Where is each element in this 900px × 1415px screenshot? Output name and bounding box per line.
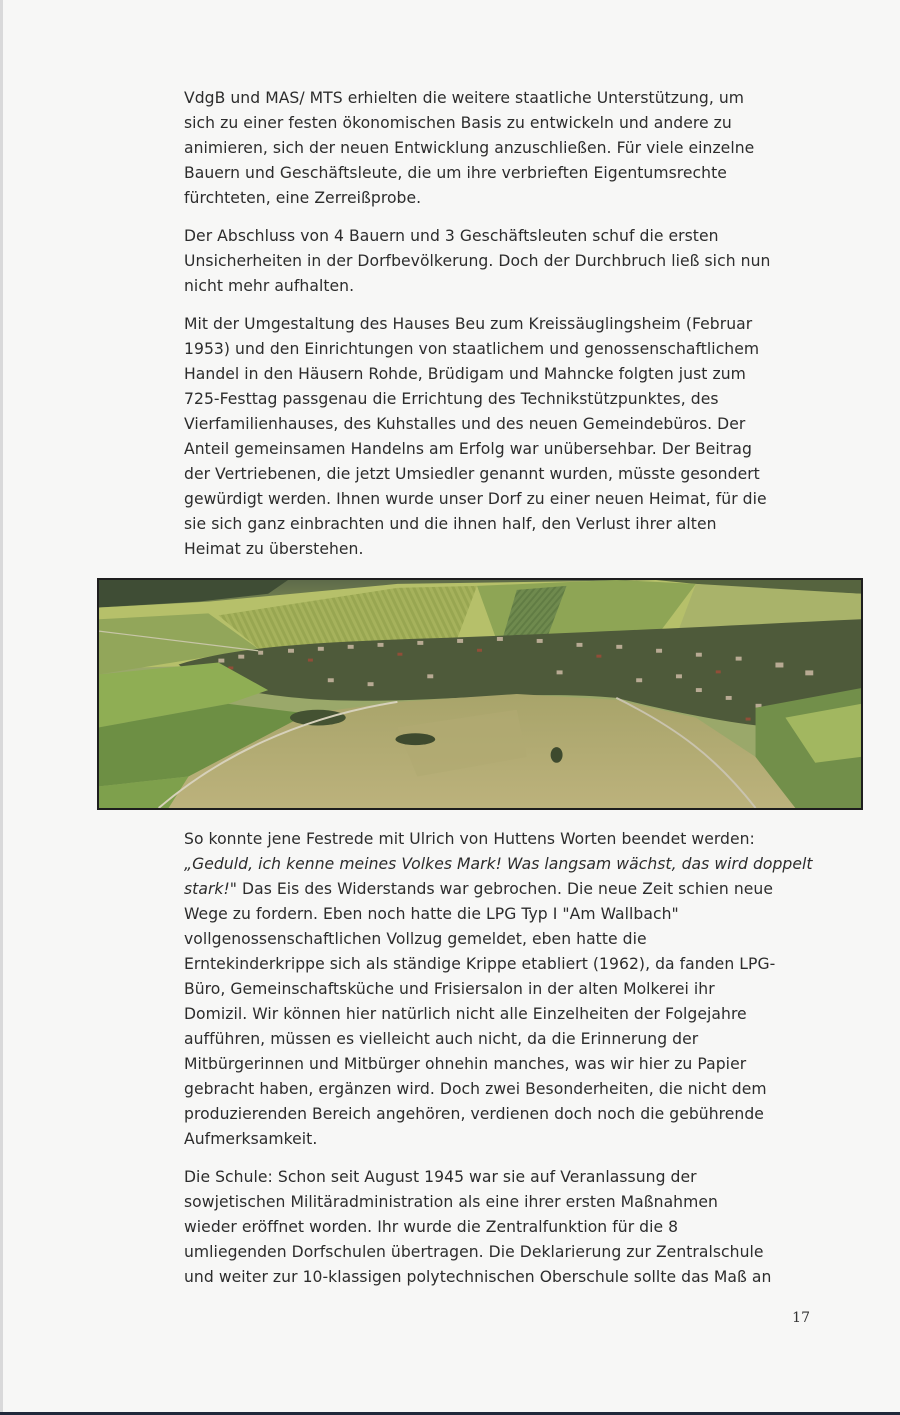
text-line: gewürdigt werden. Ihnen wurde unser Dorf zu einer neuen Heimat, für die xyxy=(184,490,767,508)
text-line: VdgB und MAS/ MTS erhielten die weitere staatliche Unterstützung, um xyxy=(184,89,745,107)
page-number: 17 xyxy=(792,1310,810,1326)
paragraph-4 xyxy=(184,827,816,1152)
text-line xyxy=(184,877,816,902)
text-line: Mitbürgerinnen und Mitbürger ohnehin manches, was wir hier zu Papier xyxy=(184,1055,747,1073)
text-line: Unsicherheiten in der Dorfbevölkerung. Doch der Durchbruch ließ sich nun xyxy=(184,252,771,270)
quote-end: stark! xyxy=(184,880,230,898)
text-line: sowjetischen Militäradministration als eine ihrer ersten Maßnahmen xyxy=(184,1193,718,1211)
text-line: So konnte jene Festrede mit Ulrich von Huttens Worten beendet werden: xyxy=(184,830,755,848)
text-line: wieder eröffnet worden. Ihr wurde die Zentralfunktion für die 8 xyxy=(184,1218,679,1236)
text-line: aufführen, müssen es vielleicht auch nicht, da die Erinnerung der xyxy=(184,1030,699,1048)
text-line: und weiter zur 10-klassigen polytechnischen Oberschule sollte das Maß an xyxy=(184,1268,772,1286)
text-line: umliegenden Dorfschulen übertragen. Die Deklarierung zur Zentralschule xyxy=(184,1243,764,1261)
text-line: der Vertriebenen, die jetzt Umsiedler genannt wurden, müsste gesondert xyxy=(184,465,760,483)
page-left-edge xyxy=(0,0,3,1415)
paragraph-3 xyxy=(184,312,816,562)
paragraph-5 xyxy=(184,1165,816,1290)
text-line: nicht mehr aufhalten. xyxy=(184,277,355,295)
quote-line: „Geduld, ich kenne meines Volkes Mark! Was langsam wächst, das wird doppelt xyxy=(184,855,813,873)
paragraph-1 xyxy=(184,86,816,211)
text-line: 1953) und den Einrichtungen von staatlichem und genossenschaftlichem xyxy=(184,340,760,358)
text-line: vollgenossenschaftlichen Vollzug gemeldet, eben hatte die xyxy=(184,930,647,948)
text-line: Die Schule: Schon seit August 1945 war sie auf Veranlassung der xyxy=(184,1168,697,1186)
text-line: sich zu einer festen ökonomischen Basis zu entwickeln und andere zu xyxy=(184,114,732,132)
text-line: fürchteten, eine Zerreißprobe. xyxy=(184,189,422,207)
text-line: Anteil gemeinsamen Handelns am Erfolg war unübersehbar. Der Beitrag xyxy=(184,440,752,458)
text-line: Aufmerksamkeit. xyxy=(184,1130,318,1148)
text-line: Wege zu fordern. Eben noch hatte die LPG Typ I "Am Wallbach" xyxy=(184,905,679,923)
text-line: Erntekinderkrippe sich als ständige Krippe etabliert (1962), da fanden LPG- xyxy=(184,955,776,973)
aerial-landscape-image xyxy=(99,580,861,808)
text-line: gebracht haben, ergänzen wird. Doch zwei Besonderheiten, die nicht dem xyxy=(184,1080,767,1098)
text-line: Handel in den Häusern Rohde, Brüdigam und Mahncke folgten just zum xyxy=(184,365,746,383)
text-line: sie sich ganz einbrachten und die ihnen half, den Verlust ihrer alten xyxy=(184,515,717,533)
text-after-quote: " Das Eis des Widerstands war gebrochen. Die neue Zeit schien neue xyxy=(229,880,773,898)
text-line: animieren, sich der neuen Entwicklung anzuschließen. Für viele einzelne xyxy=(184,139,755,157)
text-line: Büro, Gemeinschaftsküche und Frisiersalon in der alten Molkerei ihr xyxy=(184,980,715,998)
aerial-village-photo xyxy=(97,578,863,810)
text-line: Der Abschluss von 4 Bauern und 3 Geschäftsleuten schuf die ersten xyxy=(184,227,719,245)
text-line: produzierenden Bereich angehören, verdienen doch noch die gebührende xyxy=(184,1105,764,1123)
text-line: Heimat zu überstehen. xyxy=(184,540,364,558)
text-line: 725-Festtag passgenau die Errichtung des Technikstützpunktes, des xyxy=(184,390,719,408)
text-line: Bauern und Geschäftsleute, die um ihre verbrieften Eigentumsrechte xyxy=(184,164,727,182)
text-line: Mit der Umgestaltung des Hauses Beu zum Kreissäuglingsheim (Februar xyxy=(184,315,753,333)
paragraph-2 xyxy=(184,224,816,299)
text-line: Domizil. Wir können hier natürlich nicht alle Einzelheiten der Folgejahre xyxy=(184,1005,747,1023)
text-line: Vierfamilienhauses, des Kuhstalles und des neuen Gemeindebüros. Der xyxy=(184,415,746,433)
